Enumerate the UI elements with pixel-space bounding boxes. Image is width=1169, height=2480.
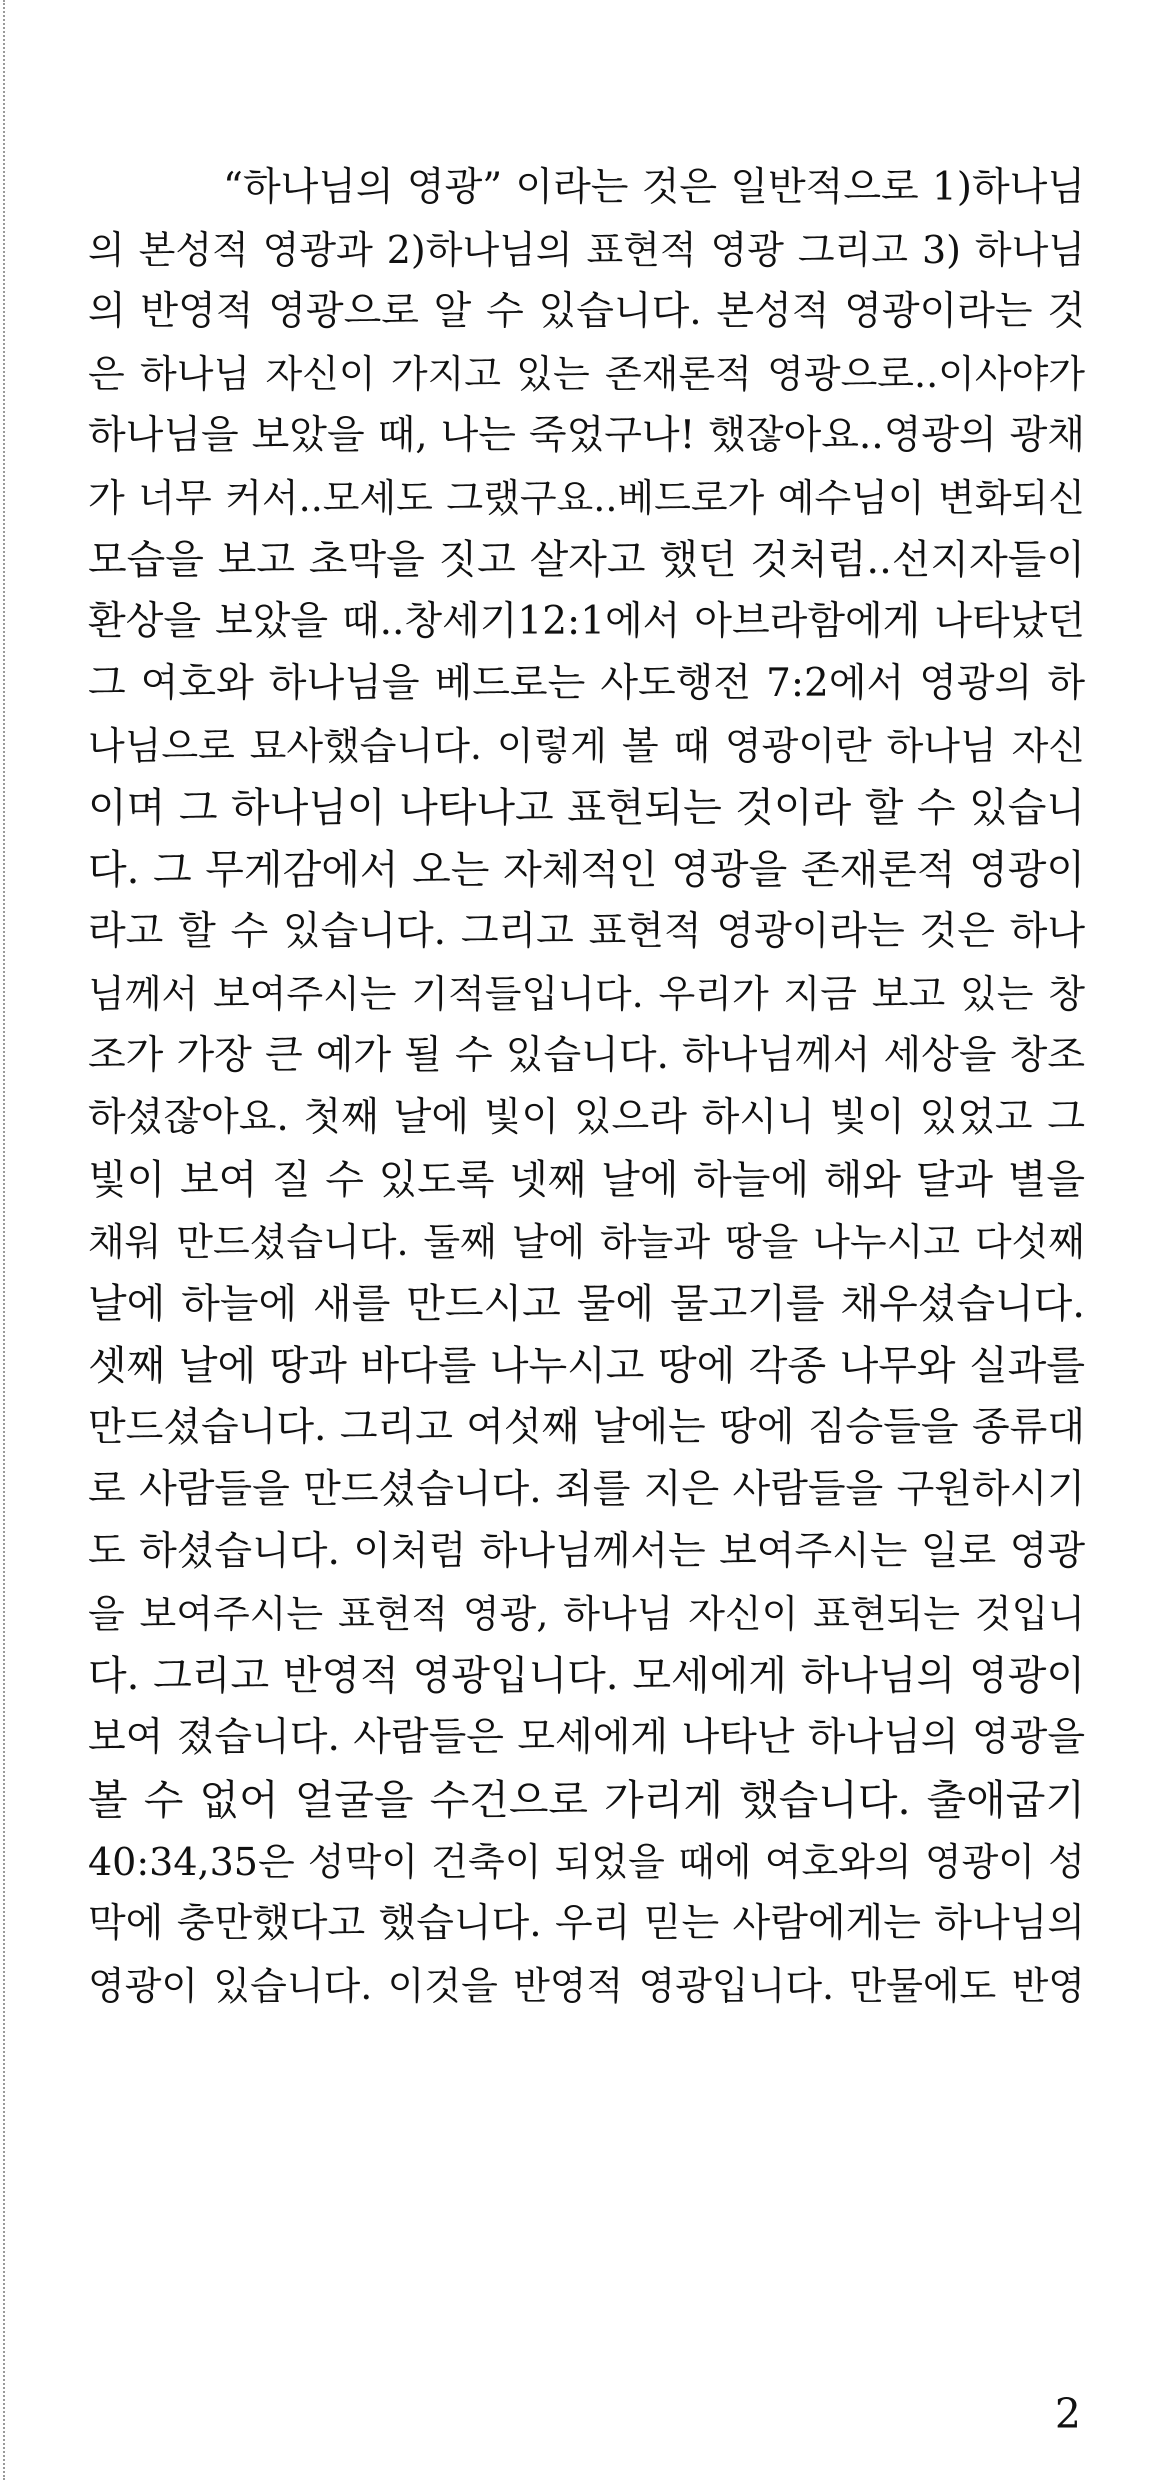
- text-line: 만드셨습니다. 그리고 여섯째 날에는 땅에 짐승들을 종류대: [88, 1405, 1085, 1450]
- text-line: 날에 하늘에 새를 만드시고 물에 물고기를 채우셨습니다.: [88, 1281, 1085, 1327]
- text-line: 다. 그리고 반영적 영광입니다. 모세에게 하나님의 영광이: [88, 1653, 1085, 1699]
- text-line: 보여 졌습니다. 사람들은 모세에게 나타난 하나님의 영광을: [88, 1715, 1085, 1760]
- text-line: 로 사람들을 만드셨습니다. 죄를 지은 사람들을 구원하시기: [88, 1467, 1085, 1512]
- text-line: 볼 수 없어 얼굴을 수건으로 가리게 했습니다. 출애굽기: [88, 1776, 1085, 1824]
- text-line: 라고 할 수 있습니다. 그리고 표현적 영광이라는 것은 하나: [88, 909, 1085, 954]
- body-text: [88, 157, 1085, 2017]
- text-line: 빛이 보여 질 수 있도록 넷째 날에 하늘에 해와 달과 별을: [88, 1157, 1085, 1203]
- text-line: 님께서 보여주시는 기적들입니다. 우리가 지금 보고 있는 창: [88, 972, 1085, 1016]
- text-line: 40:34,35은 성막이 건축이 되었을 때에 여호와의 영광이 성: [88, 1840, 1085, 1884]
- text-line: 채워 만드셨습니다. 둘째 날에 하늘과 땅을 나누시고 다섯째: [88, 1220, 1085, 1264]
- text-line: 영광이 있습니다. 이것을 반영적 영광입니다. 만물에도 반영: [88, 1964, 1085, 2008]
- text-line: 다. 그 무게감에서 오는 자체적인 영광을 존재론적 영광이: [88, 847, 1085, 893]
- text-line: 의 반영적 영광으로 알 수 있습니다. 본성적 영광이라는 것: [88, 289, 1085, 334]
- text-line: 가 너무 커서..모세도 그랬구요..베드로가 예수님이 변화되신: [88, 476, 1085, 520]
- page-edge-dotted-rule: [3, 0, 5, 2480]
- text-line: 은 하나님 자신이 가지고 있는 존재론적 영광으로..이사야가: [88, 352, 1085, 396]
- text-line: 셋째 날에 땅과 바다를 나누시고 땅에 각종 나무와 실과를: [88, 1343, 1085, 1389]
- text-line: 나님으로 묘사했습니다. 이렇게 볼 때 영광이란 하나님 자신: [88, 724, 1085, 768]
- text-line: 하나님을 보았을 때, 나는 죽었구나! 했잖아요..영광의 광채: [88, 413, 1085, 458]
- text-line: 이며 그 하나님이 나타나고 표현되는 것이라 할 수 있습니: [88, 785, 1085, 831]
- text-line: 모습을 보고 초막을 짓고 살자고 했던 것처럼..선지자들이: [88, 537, 1085, 583]
- text-line: 의 본성적 영광과 2)하나님의 표현적 영광 그리고 3) 하나님: [88, 228, 1085, 272]
- text-line: 조가 가장 큰 예가 될 수 있습니다. 하나님께서 세상을 창조: [88, 1033, 1085, 1078]
- page-number: 2: [1054, 2390, 1081, 2438]
- text-line: “하나님의 영광” 이라는 것은 일반적으로 1)하나님: [223, 165, 1085, 210]
- text-line: 환상을 보았을 때..창세기12:1에서 아브라함에게 나타났던: [88, 599, 1085, 644]
- text-line: 그 여호와 하나님을 베드로는 사도행전 7:2에서 영광의 하: [88, 661, 1085, 706]
- text-line: 을 보여주시는 표현적 영광, 하나님 자신이 표현되는 것입니: [88, 1592, 1085, 1636]
- text-line: 막에 충만했다고 했습니다. 우리 믿는 사람에게는 하나님의: [88, 1901, 1085, 1946]
- text-line: 하셨잖아요. 첫째 날에 빛이 있으라 하시니 빛이 있었고 그: [88, 1095, 1085, 1140]
- text-line: 도 하셨습니다. 이처럼 하나님께서는 보여주시는 일로 영광: [88, 1529, 1085, 1574]
